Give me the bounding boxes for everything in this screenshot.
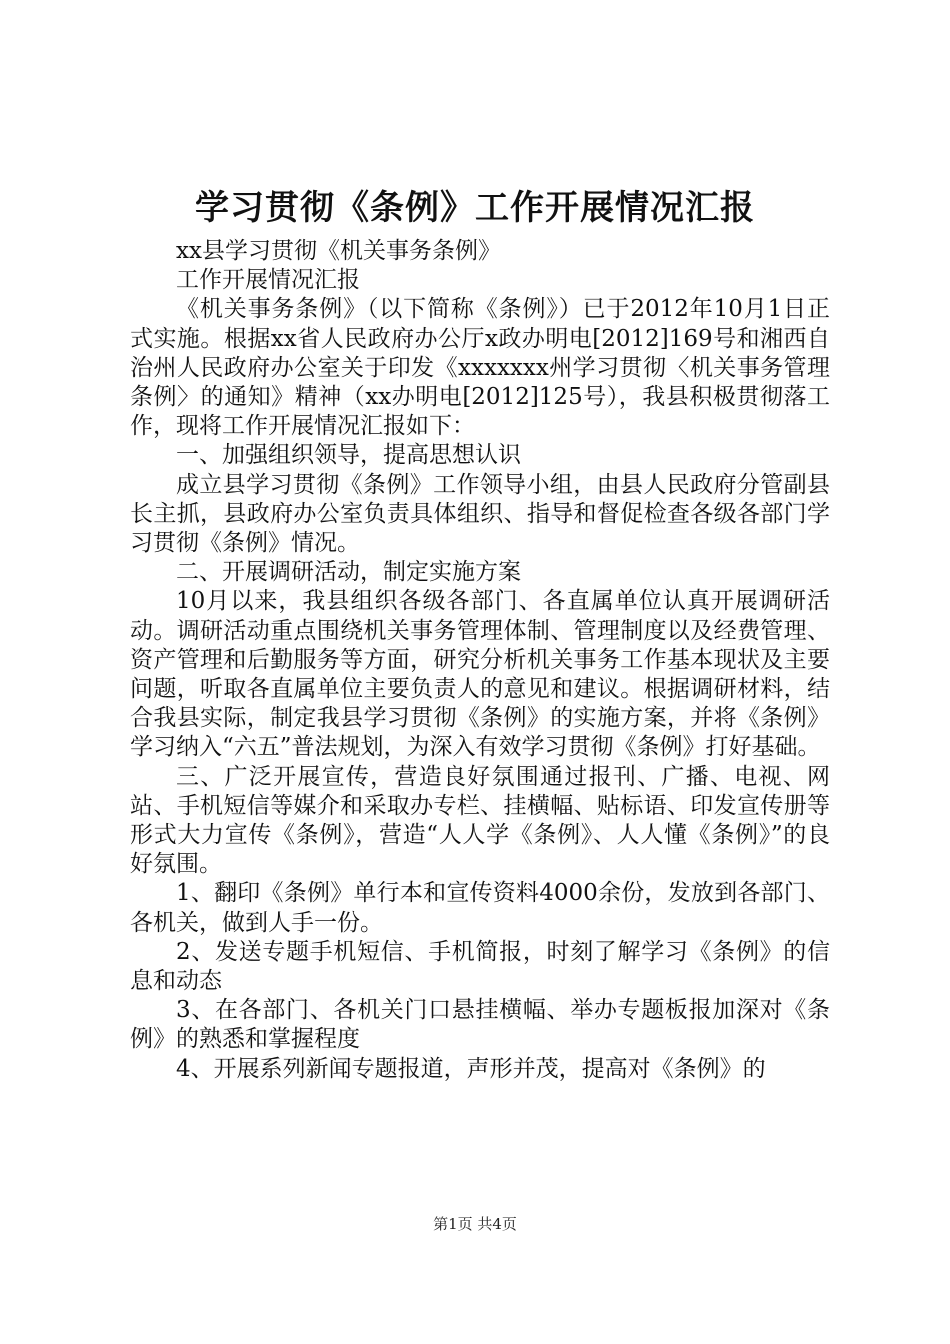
subtitle-line-1: xx县学习贯彻《机关事务条例》 [176,238,501,264]
intro-paragraph: 《机关事务条例》（以下简称《条例》）已于2012年10月1日正式实施。根据xx省人民政府办公厅x政办明电[2012]169号和湘西自治州人民政府办公室关于印发《xxxxxxx州学习贯彻〈机关事务管理条例〉的通知》精神（xx办明电[2012]125号），我县积极贯彻落工作，现将工作开展情况汇报如下： [130,296,830,440]
list-item-1: 1、翻印《条例》单行本和宣传资料4000余份，发放到各部门、各机关，做到人手一份。 [130,880,830,936]
subtitle-line-2: 工作开展情况汇报 [176,267,360,294]
list-item-2: 2、发送专题手机短信、手机简报，时刻了解学习《条例》的信息和动态 [130,938,830,995]
document-title: 学习贯彻《条例》工作开展情况汇报 [195,188,755,228]
section-heading-2: 二、开展调研活动，制定实施方案 [176,559,521,586]
list-item-3: 3、在各部门、各机关门口悬挂横幅、举办专题板报加深对《条例》的熟悉和掌握程度 [130,997,830,1053]
section-paragraph-2: 10月以来，我县组织各级各部门、各直属单位认真开展调研活动。调研活动重点围绕机关事务管理体制、管理制度以及经费管理、资产管理和后勤服务等方面，研究分析机关事务工作基本现状及主要问题，听取各直属单位主要负责人的意见和建议。根据调研材料，结合我县实际，制定我县学习贯彻《条例》的实施方案，并将《条例》学习纳入“六五”普法规划，为深入有效学习贯彻《条例》打好基础。 [130,588,830,761]
document-body [130,237,830,1084]
section-heading-3: 三、广泛开展宣传，营造良好氛围通过报刊、广播、电视、网站、手机短信等媒介和采取办专栏、挂横幅、贴标语、印发宣传册等形式大力宣传《条例》，营造“人人学《条例》、人人懂《条例》”的良好氛围。 [130,763,830,878]
list-item-4: 4、开展系列新闻专题报道，声形并茂，提高对《条例》的 [176,1055,766,1082]
section-heading-1: 一、加强组织领导，提高思想认识 [176,442,521,469]
section-paragraph-1: 成立县学习贯彻《条例》工作领导小组，由县人民政府分管副县长主抓，县政府办公室负责具体组织、指导和督促检查各级各部门学习贯彻《条例》情况。 [130,471,830,557]
page-number-footer: 第1页 共4页 [433,1215,517,1233]
